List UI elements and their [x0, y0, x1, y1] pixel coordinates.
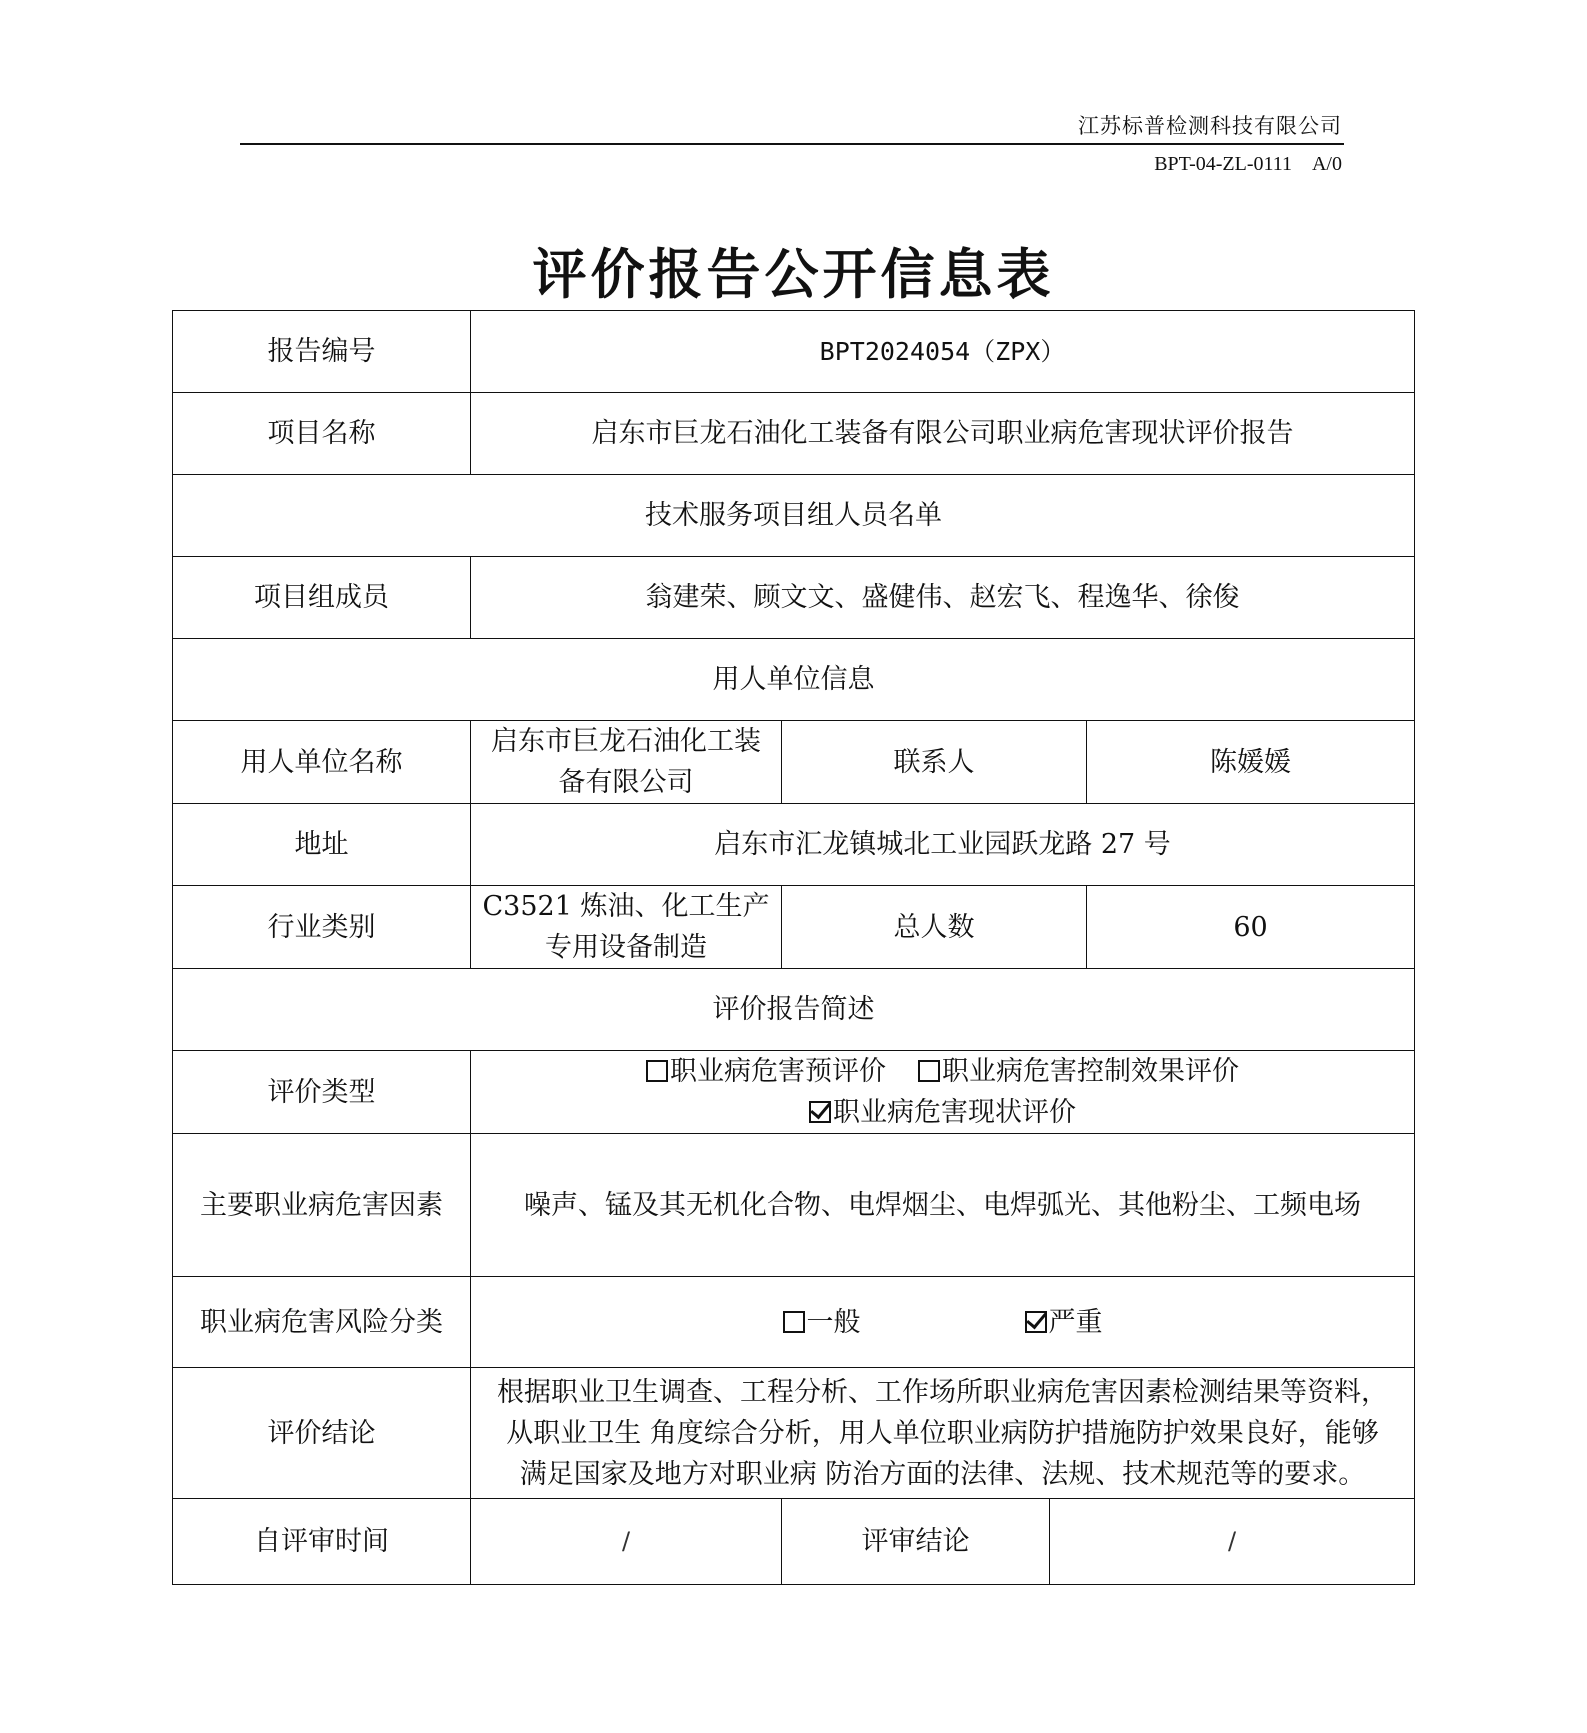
eval-type-pre-label: 职业病危害预评价: [670, 1056, 887, 1087]
row-summary-section: [173, 969, 1415, 1051]
hazards-label: 主要职业病危害因素: [173, 1134, 471, 1277]
checkbox-unchecked-icon[interactable]: [646, 1060, 668, 1082]
row-project-name: [173, 393, 1415, 475]
review-conclusion-value: /: [1050, 1499, 1415, 1585]
row-team-section: [173, 475, 1415, 557]
row-employer-section: [173, 639, 1415, 721]
risk-label: 职业病危害风险分类: [173, 1277, 471, 1368]
checkbox-unchecked-icon[interactable]: [783, 1311, 805, 1333]
checkbox-checked-icon[interactable]: [1025, 1311, 1047, 1333]
checkbox-unchecked-icon[interactable]: [918, 1060, 940, 1082]
members-value: 翁建荣、顾文文、盛健伟、赵宏飞、程逸华、徐俊: [471, 557, 1415, 639]
row-address: [173, 804, 1415, 886]
self-review-time-label: 自评审时间: [173, 1499, 471, 1585]
eval-type-label: 评价类型: [173, 1051, 471, 1134]
info-table: [172, 310, 1415, 1585]
eval-type-option-pre[interactable]: [646, 1056, 886, 1087]
row-conclusion: [173, 1368, 1415, 1499]
row-report-no: [173, 311, 1415, 393]
row-risk: [173, 1277, 1415, 1368]
eval-type-options: [471, 1051, 1415, 1134]
risk-general-label: 一般: [806, 1306, 861, 1338]
headcount-label: 总人数: [782, 886, 1087, 969]
report-no-value: BPT2024054（ZPX）: [471, 311, 1415, 393]
report-no-label: 报告编号: [173, 311, 471, 393]
row-employer: [173, 721, 1415, 804]
risk-options: [471, 1277, 1415, 1368]
conclusion-value: [471, 1368, 1415, 1499]
eval-type-option-status[interactable]: [809, 1097, 1076, 1128]
conclusion-line-1: 根据职业卫生调查、工程分析、工作场所职业病危害因素检测结果等资料，: [497, 1376, 1389, 1408]
eval-type-status-label: 职业病危害现状评价: [833, 1097, 1077, 1128]
document-number: BPT-04-ZL-0111 A/0: [1154, 153, 1342, 175]
risk-severe-label: 严重: [1048, 1306, 1103, 1338]
risk-option-general[interactable]: [783, 1307, 861, 1338]
contact-value: 陈媛媛: [1087, 721, 1415, 804]
contact-label: 联系人: [782, 721, 1087, 804]
project-name-value: 启东市巨龙石油化工装备有限公司职业病危害现状评价报告: [471, 393, 1415, 475]
conclusion-line-2: 从职业卫生 角度综合分析，用人单位职业病防护措施防护效果良好，能够: [506, 1417, 1379, 1449]
summary-section-heading: 评价报告简述: [173, 969, 1415, 1051]
eval-type-control-label: 职业病危害控制效果评价: [942, 1056, 1240, 1087]
address-label: 地址: [173, 804, 471, 886]
row-members: [173, 557, 1415, 639]
page-title: 评价报告公开信息表: [532, 242, 1055, 306]
address-value: 启东市汇龙镇城北工业园跃龙路 27 号: [471, 804, 1415, 886]
conclusion-line-3: 满足国家及地方对职业病 防治方面的法律、法规、技术规范等的要求。: [519, 1458, 1366, 1490]
industry-value: C3521 炼油、化工生产专用设备制造: [471, 886, 782, 969]
review-conclusion-label: 评审结论: [782, 1499, 1050, 1585]
conclusion-label: 评价结论: [173, 1368, 471, 1499]
self-review-time-value: /: [471, 1499, 782, 1585]
checkbox-checked-icon[interactable]: [809, 1101, 831, 1123]
eval-type-option-control[interactable]: [918, 1056, 1239, 1087]
employer-section-heading: 用人单位信息: [173, 639, 1415, 721]
company-name: 江苏标普检测科技有限公司: [1078, 114, 1342, 138]
row-hazards: [173, 1134, 1415, 1277]
row-eval-type: [173, 1051, 1415, 1134]
hazards-value: 噪声、锰及其无机化合物、电焊烟尘、电焊弧光、其他粉尘、工频电场: [471, 1134, 1415, 1277]
members-label: 项目组成员: [173, 557, 471, 639]
team-section-heading: 技术服务项目组人员名单: [173, 475, 1415, 557]
employer-name-value: 启东市巨龙石油化工装备有限公司: [471, 721, 782, 804]
industry-label: 行业类别: [173, 886, 471, 969]
risk-option-severe[interactable]: [1025, 1307, 1103, 1338]
headcount-value: 60: [1087, 886, 1415, 969]
row-review: [173, 1499, 1415, 1585]
row-industry: [173, 886, 1415, 969]
header-divider: [240, 143, 1344, 145]
project-name-label: 项目名称: [173, 393, 471, 475]
employer-name-label: 用人单位名称: [173, 721, 471, 804]
